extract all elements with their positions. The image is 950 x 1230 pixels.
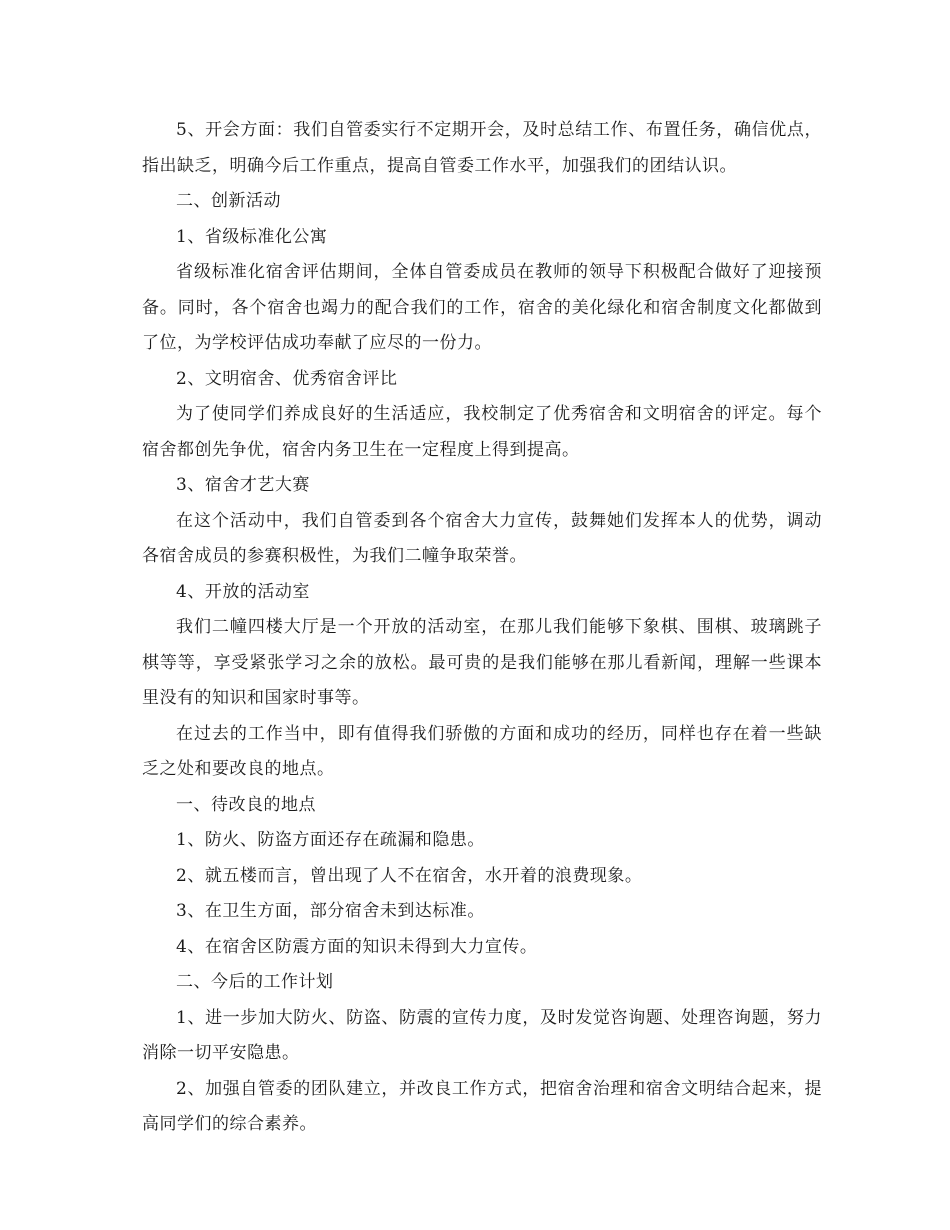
heading-innovation-activities: 二、创新活动 (176, 191, 281, 211)
list-item-water-waste: 2、就五楼而言，曾出现了人不在宿舍，水开着的浪费现象。 (176, 865, 643, 886)
paragraph-talent-contest: 在这个活动中，我们自管委到各个宿舍大力宣传，鼓舞她们发挥本人的优势，调动各宿舍成员的参赛积极性，为我们二幢争取荣誉。 (142, 510, 822, 566)
list-item-fire-theft: 1、防火、防盗方面还存在疏漏和隐患。 (176, 830, 485, 850)
heading-future-plan: 二、今后的工作计划 (176, 972, 334, 992)
list-item-team-building: 2、加强自管委的团队建立，并改良工作方式，把宿舍治理和宿舍文明结合起来，提高同学们的综合素养。 (142, 1078, 822, 1134)
subheading-talent-contest: 3、宿舍才艺大赛 (176, 475, 310, 495)
subheading-provincial-apartment: 1、省级标准化公寓 (176, 226, 328, 247)
paragraph-dorm-evaluation: 为了使同学们养成良好的生活适应，我校制定了优秀宿舍和文明宿舍的评定。每个宿舍都创先争优，宿舍内务卫生在一定程度上得到提高。 (142, 404, 822, 460)
paragraph-summary: 在过去的工作当中，即有值得我们骄傲的方面和成功的经历，同样也存在着一些缺乏之处和要改良的地点。 (142, 723, 822, 779)
paragraph-provincial-apartment: 省级标准化宿舍评估期间，全体自管委成员在教师的领导下积极配合做好了迎接预备。同时，各个宿舍也竭力的配合我们的工作，宿舍的美化绿化和宿舍制度文化都做到了位，为学校评估成功奉献了应尽的一份力。 (142, 262, 822, 353)
subheading-activity-room: 4、开放的活动室 (176, 581, 310, 602)
list-item-safety-publicity: 1、进一步加大防火、防盗、防震的宣传力度，及时发觉咨询题、处理咨询题，努力消除一切平安隐患。 (142, 1007, 822, 1063)
list-item-earthquake: 4、在宿舍区防震方面的知识未得到大力宣传。 (176, 936, 538, 957)
list-item-hygiene: 3、在卫生方面，部分宿舍未到达标准。 (176, 901, 485, 921)
subheading-dorm-evaluation: 2、文明宿舍、优秀宿舍评比 (176, 368, 398, 389)
paragraph-activity-room: 我们二幢四楼大厅是一个开放的活动室，在那儿我们能够下象棋、围棋、玻璃跳子棋等等，享受紧张学习之余的放松。最可贵的是我们能够在那儿看新闻，理解一些课本里没有的知识和国家时事等。 (142, 617, 822, 708)
paragraph-meeting: 5、开会方面：我们自管委实行不定期开会，及时总结工作、布置任务，确信优点，指出缺乏，明确今后工作重点，提高自管委工作水平，加强我们的团结认识。 (142, 120, 822, 176)
document-body (142, 113, 822, 1143)
heading-improvements: 一、待改良的地点 (176, 794, 316, 815)
